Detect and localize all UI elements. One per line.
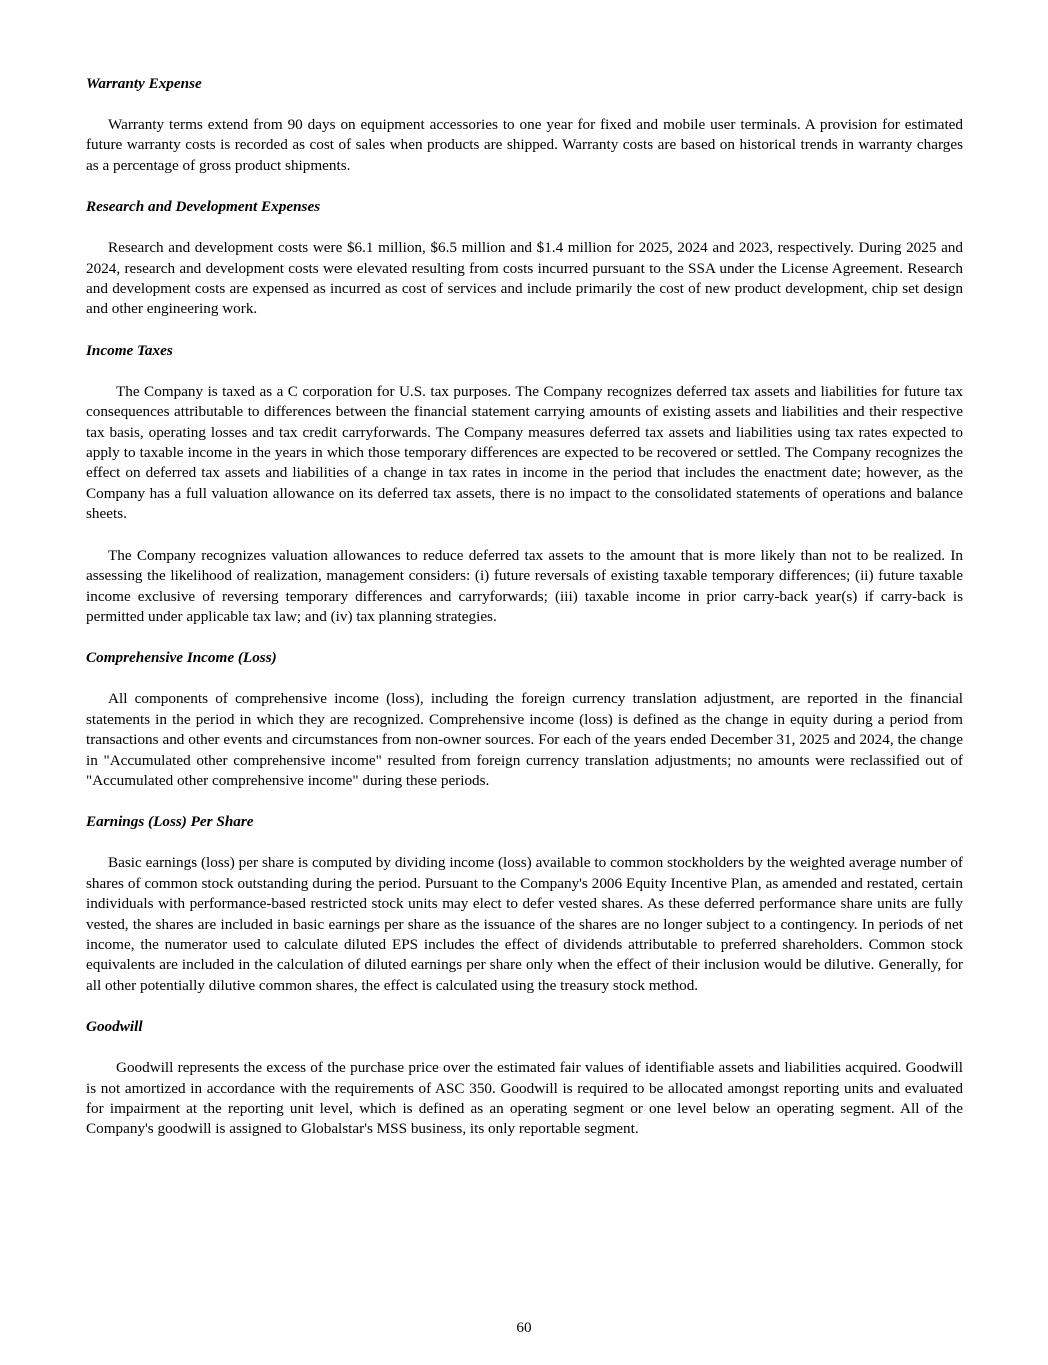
- section-heading: Goodwill: [86, 1018, 143, 1036]
- paragraph: The Company recognizes valuation allowances to reduce deferred tax assets to the amount that is more likely than not to be realized. In assessing the likelihood of realization, management considers: (i) future reversals of existing taxable temporary differences; (ii) future taxable income exclusive of reversing temporary differences and carryforwards; (iii) taxable income in prior carry-back year(s) if carry-back is permitted under applicable tax law; and (iv) tax planning strategies.: [86, 546, 963, 625]
- section-warranty-expense: [86, 74, 963, 176]
- section-comprehensive-income: [86, 648, 963, 791]
- section-heading: Warranty Expense: [86, 75, 202, 92]
- section-heading: Earnings (Loss) Per Share: [86, 813, 254, 831]
- section-heading: Income Taxes: [86, 341, 173, 359]
- paragraph: All components of comprehensive income (loss), including the foreign currency translation adjustment, are reported in the financial statements in the period in which they are recognized. Comprehensive income (loss) is defined as the change in equity during a period from transactions and other events and circumstances from non-owner sources. For each of the years ended December 31, 2025 and 2024, the change in "Accumulated other comprehensive income" resulted from foreign currency translation adjustments; no amounts were reclassified out of "Accumulated other comprehensive income" during these periods.: [86, 690, 963, 789]
- paragraph: The Company is taxed as a C corporation for U.S. tax purposes. The Company recognizes deferred tax assets and liabilities for future tax consequences attributable to differences between the financial statement carrying amounts of existing assets and liabilities and their respective tax basis, operating losses and tax credit carryforwards. The Company measures deferred tax assets and liabilities using tax rates expected to apply to taxable income in the years in which those temporary differences are expected to be recovered or settled. The Company recognizes the effect on deferred tax assets and liabilities of a change in tax rates in income in the period that includes the enactment date; however, as the Company has a full valuation allowance on its deferred tax assets, there is no impact to the consolidated statements of operations and balance sheets.: [86, 382, 963, 523]
- section-heading: Comprehensive Income (Loss): [86, 649, 277, 667]
- section-earnings-per-share: [86, 812, 963, 996]
- paragraph: Goodwill represents the excess of the purchase price over the estimated fair values of identifiable assets and liabilities acquired. Goodwill is not amortized in accordance with the requirements of ASC 350. Goodwill is required to be allocated amongst reporting units and evaluated for impairment at the reporting unit level, which is defined as an operating segment or one level below an operating segment. All of the Company's goodwill is assigned to Globalstar's MSS business, its only reportable segment.: [86, 1059, 963, 1138]
- paragraph: Research and development costs were $6.1 million, $6.5 million and $1.4 million for 2025, 2024 and 2023, respectively. During 2025 and 2024, research and development costs were elevated resulting from costs incurred pursuant to the SSA under the License Agreement. Research and development costs are expensed as incurred as cost of services and include primarily the cost of new product development, chip set design and other engineering work.: [86, 239, 963, 318]
- paragraph: Basic earnings (loss) per share is computed by dividing income (loss) available to common stockholders by the weighted average number of shares of common stock outstanding during the period. Pursuant to the Company's 2006 Equity Incentive Plan, as amended and restated, certain individuals with performance-based restricted stock units may elect to defer vested shares. As these deferred performance share units are fully vested, the shares are included in basic earnings per share as the issuance of the shares are no longer subject to a contingency. In periods of net income, the numerator used to calculate diluted EPS includes the effect of dividends attributable to preferred shareholders. Common stock equivalents are included in the calculation of diluted earnings per share only when the effect of their inclusion would be dilutive. Generally, for all other potentially dilutive common shares, the effect is calculated using the treasury stock method.: [86, 854, 963, 994]
- section-heading: Research and Development Expenses: [86, 198, 321, 216]
- paragraph: Warranty terms extend from 90 days on equipment accessories to one year for fixed and mobile user terminals. A provision for estimated future warranty costs is recorded as cost of sales when products are shipped. Warranty costs are based on historical trends in warranty charges as a percentage of gross product shipments.: [86, 116, 963, 174]
- section-goodwill: [86, 1017, 963, 1140]
- section-income-taxes: [86, 341, 963, 627]
- page-number: 60: [516, 1319, 532, 1336]
- document-page: [86, 74, 963, 1161]
- section-research-development: [86, 197, 963, 320]
